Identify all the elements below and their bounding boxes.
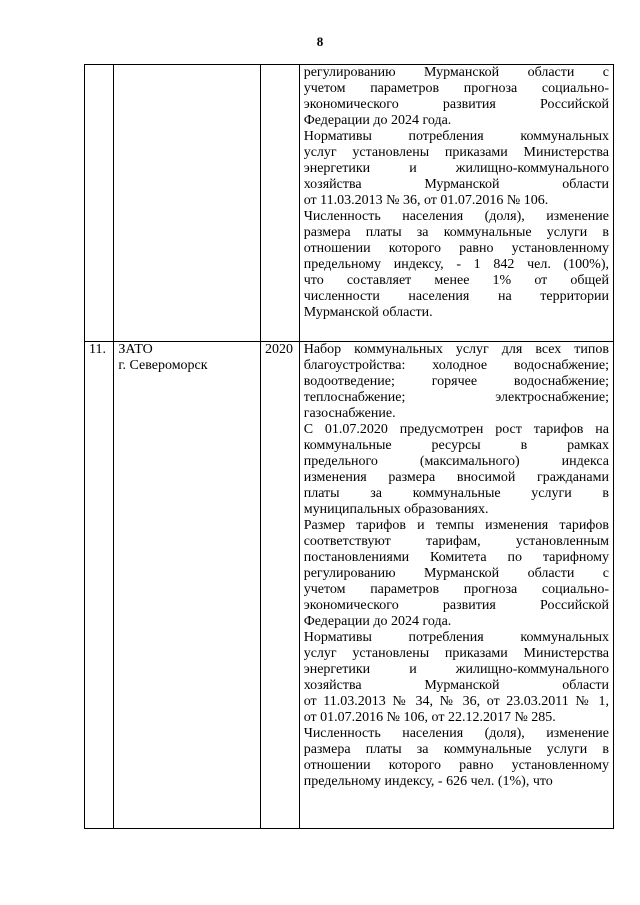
text-line: размера платы за коммунальные услуги в (303, 225, 609, 240)
description-paragraph (304, 129, 609, 209)
document-table (84, 64, 614, 829)
text-line: Нормативы потребления коммунальных (303, 630, 609, 645)
text-line: теплоснабжение; электроснабжение; (303, 390, 609, 405)
table-body (85, 65, 614, 829)
text-line: Численность населения (доля), изменение (303, 726, 609, 741)
text-line: учетом параметров прогноза социально- (303, 582, 609, 597)
municipality-name-cell (114, 342, 261, 829)
text-line: благоустройства: холодное водоснабжение; (303, 358, 609, 373)
text-line: соответствуют тарифам, установленным (303, 534, 609, 549)
text-line: предельному индексу, - 626 чел. (1%), что (303, 774, 553, 789)
description-paragraph (304, 65, 609, 129)
text-line: регулированию Мурманской области с (303, 566, 609, 581)
text-line: услуг установлены приказами Министерства (303, 145, 609, 160)
description-paragraph (304, 630, 609, 726)
text-line: постановлениями Комитета по тарифному (303, 550, 609, 565)
text-line: энергетики и жилищно-коммунального (303, 662, 609, 677)
table-row (85, 342, 614, 829)
text-line: экономического развития Российской (303, 598, 609, 613)
table-row (85, 65, 614, 342)
description-paragraph (304, 342, 609, 422)
text-line: отношении которого равно установленному (303, 758, 609, 773)
year-cell: 2020 (260, 342, 299, 829)
text-line: энергетики и жилищно-коммунального (303, 161, 609, 176)
municipality-name-line: ЗАТО (118, 342, 153, 357)
text-line: Численность населения (доля), изменение (303, 209, 609, 224)
text-line: регулированию Мурманской области с (303, 65, 609, 80)
text-line: хозяйства Мурманской области (303, 177, 609, 192)
description-cell (299, 65, 613, 342)
text-line: хозяйства Мурманской области (303, 678, 609, 693)
page-number: 8 (316, 34, 324, 49)
text-line: экономического развития Российской (303, 97, 609, 112)
description-paragraph (304, 209, 609, 321)
row-number-cell: 11. (85, 342, 114, 829)
text-line: численности населения на территории (303, 289, 609, 304)
text-line: от 11.03.2013 № 34, № 36, от 23.03.2011 № 1, (303, 694, 609, 709)
text-line: от 11.03.2013 № 36, от 01.07.2016 № 106. (303, 193, 549, 208)
text-line: от 01.07.2016 № 106, от 22.12.2017 № 285. (303, 710, 556, 725)
text-line: предельного (максимального) индекса (303, 454, 609, 469)
text-line: что составляет менее 1% от общей (303, 273, 609, 288)
text-line: Набор коммунальных услуг для всех типов (303, 342, 609, 357)
text-line: Федерации до 2024 года. (303, 614, 452, 629)
text-line: предельному индексу, - 1 842 чел. (100%), (303, 257, 609, 272)
text-line: Мурманской области. (303, 305, 433, 320)
description-paragraph (304, 422, 609, 518)
text-line: водоотведение; горячее водоснабжение; (303, 374, 609, 389)
text-line: учетом параметров прогноза социально- (303, 81, 609, 96)
text-line: изменения размера вносимой гражданами (303, 470, 609, 485)
text-line: услуг установлены приказами Министерства (303, 646, 609, 661)
text-line: С 01.07.2020 предусмотрен рост тарифов на (303, 422, 609, 437)
text-line: Федерации до 2024 года. (303, 113, 452, 128)
text-line: коммунальные ресурсы в рамках (303, 438, 609, 453)
text-line: газоснабжение. (303, 406, 396, 421)
text-line: Нормативы потребления коммунальных (303, 129, 609, 144)
text-line: отношении которого равно установленному (303, 241, 609, 256)
description-cell (299, 342, 613, 829)
municipality-name-line: г. Североморск (118, 358, 208, 373)
text-line: платы за коммунальные услуги в (303, 486, 609, 501)
description-paragraph (304, 726, 609, 790)
text-line: Размер тарифов и темпы изменения тарифов (303, 518, 609, 533)
text-line: муниципальных образованиях. (303, 502, 489, 517)
description-paragraph (304, 518, 609, 630)
text-line: размера платы за коммунальные услуги в (303, 742, 609, 757)
year-cell (260, 65, 299, 342)
municipality-name-cell (114, 65, 261, 342)
row-number-cell (85, 65, 114, 342)
